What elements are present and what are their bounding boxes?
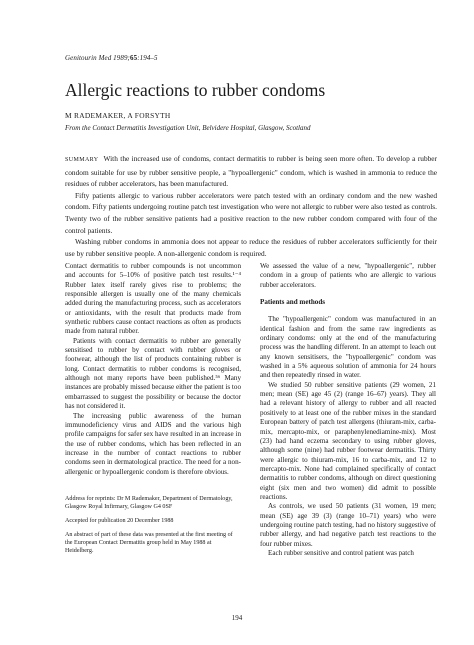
section-heading: Patients and methods (260, 298, 326, 307)
article-authors: M RADEMAKER, A FORSYTH (65, 111, 171, 120)
body-paragraph: As controls, we used 50 patients (31 women, 19 men; mean (SE) age 39 (3) (range 10–71) years) who were undergoing routine patch testing, had no history suggestive of rubber allergy, and had negative patch test reactions to the four rubber mixes. (260, 502, 436, 548)
footnotes (65, 495, 241, 555)
body-paragraph: Patients with contact dermatitis to rubber are generally sensitised to rubber by contact with rubber gloves or footwear, although the list of products containing rubber is long. Contact dermatitis to rubber condoms is recognised, although not many reports have been published.⁵⁶ Many instances are probably missed because either the patient is too embarrassed to suggest the possibility or because the doctor has not considered it. (65, 336, 241, 411)
article-title: Allergic reactions to rubber condoms (65, 80, 326, 100)
footnote-accepted: Accepted for publication 20 December 1988 (65, 517, 174, 524)
summary-paragraph-2: Fifty patients allergic to various rubber accelerators were patch tested with an ordinary condom and the new washed condom. Fifty patients undergoing routine patch test investigation who were not allergic to rubber were also tested as controls. Twenty two of the rubber sensitive patients had a positive reaction to the new rubber condom compared with four of the control patients. (65, 190, 437, 235)
body-paragraph: Each rubber sensitive and control patient was patch (268, 548, 414, 557)
author-affiliation: From the Contact Dermatitis Investigation Unit, Belvidere Hospital, Glasgow, Scotland (65, 124, 311, 132)
journal-volume: 65 (130, 54, 138, 62)
body-paragraph: The increasing public awareness of the human immunodeficiency virus and AIDS and the various high profile campaigns for safer sex have resulted in an increase in the use of rubber condoms, which has been reflected in an increase in the number of contact reactions to rubber condoms seen in dermatological practice. The need for a non-allergenic or hypoallergenic condom is therefore obvious. (65, 411, 241, 476)
left-column (65, 262, 241, 561)
abstract-summary (65, 153, 437, 259)
page-number: 194 (231, 614, 243, 622)
journal-pages: :194–5 (137, 54, 158, 62)
body-paragraph: Contact dermatitis to rubber compounds is not uncommon and accounts for 5–10% of positive patch test results.¹⁻⁴ Rubber latex itself rarely gives rise to problems; the responsible allergen is usually one of the many chemicals added during the manufacturing process, such as accelerators or antioxidants, with the result that products made from synthetic rubbers cause contact reactions as often as products made from natural rubber. (65, 262, 241, 336)
footnote-address: Address for reprints: Dr M Rademaker, Department of Dermatology, Glasgow Royal Infirmary, Glasgow G4 0SF (65, 495, 233, 510)
footnote-abstract: An abstract of part of these data was presented at the first meeting of the European Contact Dermatitis group held in May 1988 at Heidelberg. (65, 531, 233, 554)
body-paragraph: We studied 50 rubber sensitive patients (29 women, 21 men; mean (SE) age 45 (2) (range 16–67) years). They all had a relevant history of allergy to rubber and all reacted positively to at least one of the rubber mixes in the standard European battery of patch test allergens (thiuram-mix, carba-mix, mercapto-mix, or paraphenylenediamine-mix). Most (23) had hand eczema secondary to using rubber gloves, although some (nine) had rubber footwear dermatitis. Thirty were allergic to thiuram-mix, 16 to carba-mix, and 12 to mercapto-mix. None had complained specifically of contact dermatitis to rubber condoms, although on direct questioning eight (six men and two women) did admit to possible reactions. (260, 380, 436, 501)
right-column (260, 262, 436, 558)
body-paragraph: The "hypoallergenic" condom was manufactured in an identical fashion and from the same raw ingredients as ordinary condoms: only at the end of the manufacturing process was the handling different. In an attempt to leach out any known sensitisers, the "hypoallergenic" condom was washed in a 5% aqueous solution of ammonia for 24 hours and then repeatedly rinsed in water. (260, 315, 436, 380)
journal-name: Genitourin Med 1989; (65, 54, 130, 62)
summary-paragraph-1 (65, 153, 437, 190)
body-paragraph: We assessed the value of a new, "hypoallergenic", rubber condom in a group of patients who are allergic to various rubber accelerators. (260, 262, 436, 289)
journal-reference (65, 54, 158, 62)
summary-paragraph-3: Washing rubber condoms in ammonia does not appear to reduce the residues of rubber accelerators sufficiently for their use by rubber sensitive people. A non-allergenic condom is required. (65, 237, 437, 258)
summary-text-1: With the increased use of condoms, contact dermatitis to rubber is being seen more often. To develop a rubber condom suitable for use by rubber sensitive people, a "hypoallergenic" condom, which is washed in ammonia to reduce the residues of rubber accelerators, has been manufactured. (65, 154, 437, 189)
summary-label: SUMMARY (65, 157, 99, 163)
